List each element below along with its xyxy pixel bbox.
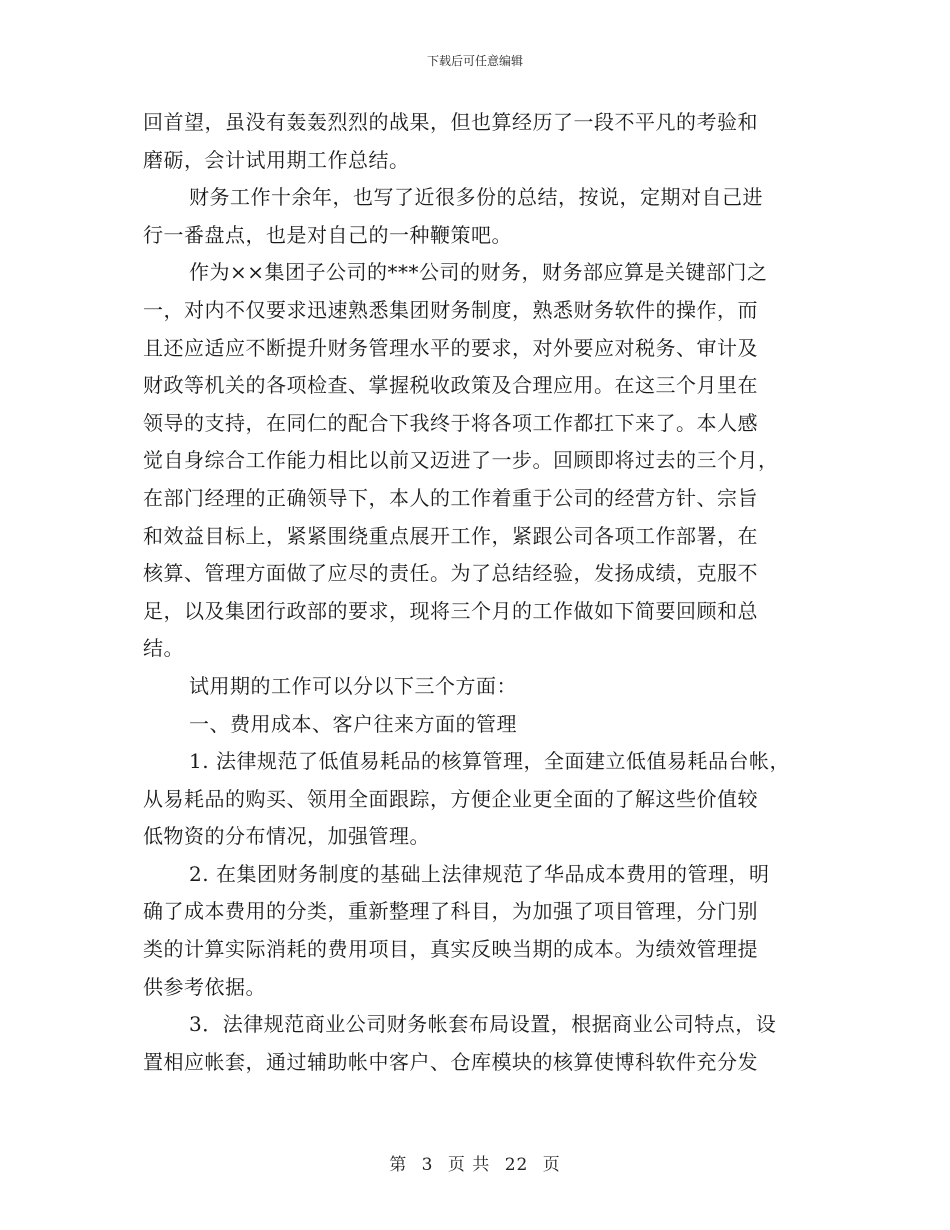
document-line: 行一番盘点，也是对自己的一种鞭策吧。 bbox=[143, 222, 512, 247]
document-line: 和效益目标上，紧紧围绕重点展开工作，紧跟公司各项工作部署，在 bbox=[143, 523, 758, 548]
document-line: 低物资的分布情况，加强管理。 bbox=[143, 824, 430, 849]
current-page-number: 3 bbox=[421, 1155, 434, 1175]
document-line: 3．法律规范商业公司财务帐套布局设置，根据商业公司特点，设 bbox=[189, 1012, 777, 1037]
document-line: 且还应适应不断提升财务管理水平的要求，对外要应对税务、审计及 bbox=[143, 335, 758, 360]
document-body bbox=[143, 104, 819, 1081]
document-line: 财政等机关的各项检查、掌握税收政策及合理应用。在这三个月里在 bbox=[143, 373, 758, 398]
footer-middle: 页 共 bbox=[447, 1155, 491, 1175]
document-line: 磨砺，会计试用期工作总结。 bbox=[143, 147, 410, 172]
document-line: 领导的支持，在同仁的配合下我终于将各项工作都扛下来了。本人感 bbox=[143, 410, 758, 435]
total-page-count: 22 bbox=[504, 1155, 529, 1175]
footer-prefix: 第 bbox=[389, 1155, 408, 1175]
page-header-note: 下载后可任意编辑 bbox=[426, 54, 523, 68]
document-line: 确了成本费用的分类，重新整理了科目，为加强了项目管理，分门别 bbox=[143, 899, 758, 924]
document-line: 觉自身综合工作能力相比以前又迈进了一步。回顾即将过去的三个月， bbox=[143, 448, 779, 473]
document-line: 回首望，虽没有轰轰烈烈的战果，但也算经历了一段不平凡的考验和 bbox=[143, 110, 758, 134]
document-line: 足，以及集团行政部的要求，现将三个月的工作做如下简要回顾和总 bbox=[143, 598, 758, 623]
document-line: 作为××集团子公司的***公司的财务，财务部应算是关键部门之 bbox=[189, 260, 768, 285]
document-line: 一，对内不仅要求迅速熟悉集团财务制度，熟悉财务软件的操作，而 bbox=[143, 297, 758, 322]
page-footer bbox=[0, 1154, 950, 1176]
document-line: 在部门经理的正确领导下，本人的工作着重于公司的经营方针、宗旨 bbox=[143, 485, 758, 510]
document-line: 供参考依据。 bbox=[143, 974, 266, 999]
document-line: 试用期的工作可以分以下三个方面： bbox=[189, 673, 517, 698]
document-line: 置相应帐套，通过辅助帐中客户、仓库模块的核算使博科软件充分发 bbox=[143, 1049, 758, 1074]
document-line: 2. 在集团财务制度的基础上法律规范了华品成本费用的管理，明 bbox=[189, 861, 770, 886]
document-line: 财务工作十余年，也写了近很多份的总结，按说，定期对自己进 bbox=[189, 185, 763, 210]
document-line: 核算、管理方面做了应尽的责任。为了总结经验，发扬成绩，克服不 bbox=[143, 561, 758, 586]
document-line: 1. 法律规范了低值易耗品的核算管理，全面建立低值易耗品台帐， bbox=[189, 749, 790, 774]
footer-suffix: 页 bbox=[542, 1155, 561, 1175]
document-line: 类的计算实际消耗的费用项目，真实反映当期的成本。为绩效管理提 bbox=[143, 937, 758, 962]
document-line: 从易耗品的购买、领用全面跟踪，方便企业更全面的了解这些价值较 bbox=[143, 786, 758, 811]
document-line: 一、费用成本、客户往来方面的管理 bbox=[189, 711, 517, 736]
document-line: 结。 bbox=[143, 636, 184, 661]
